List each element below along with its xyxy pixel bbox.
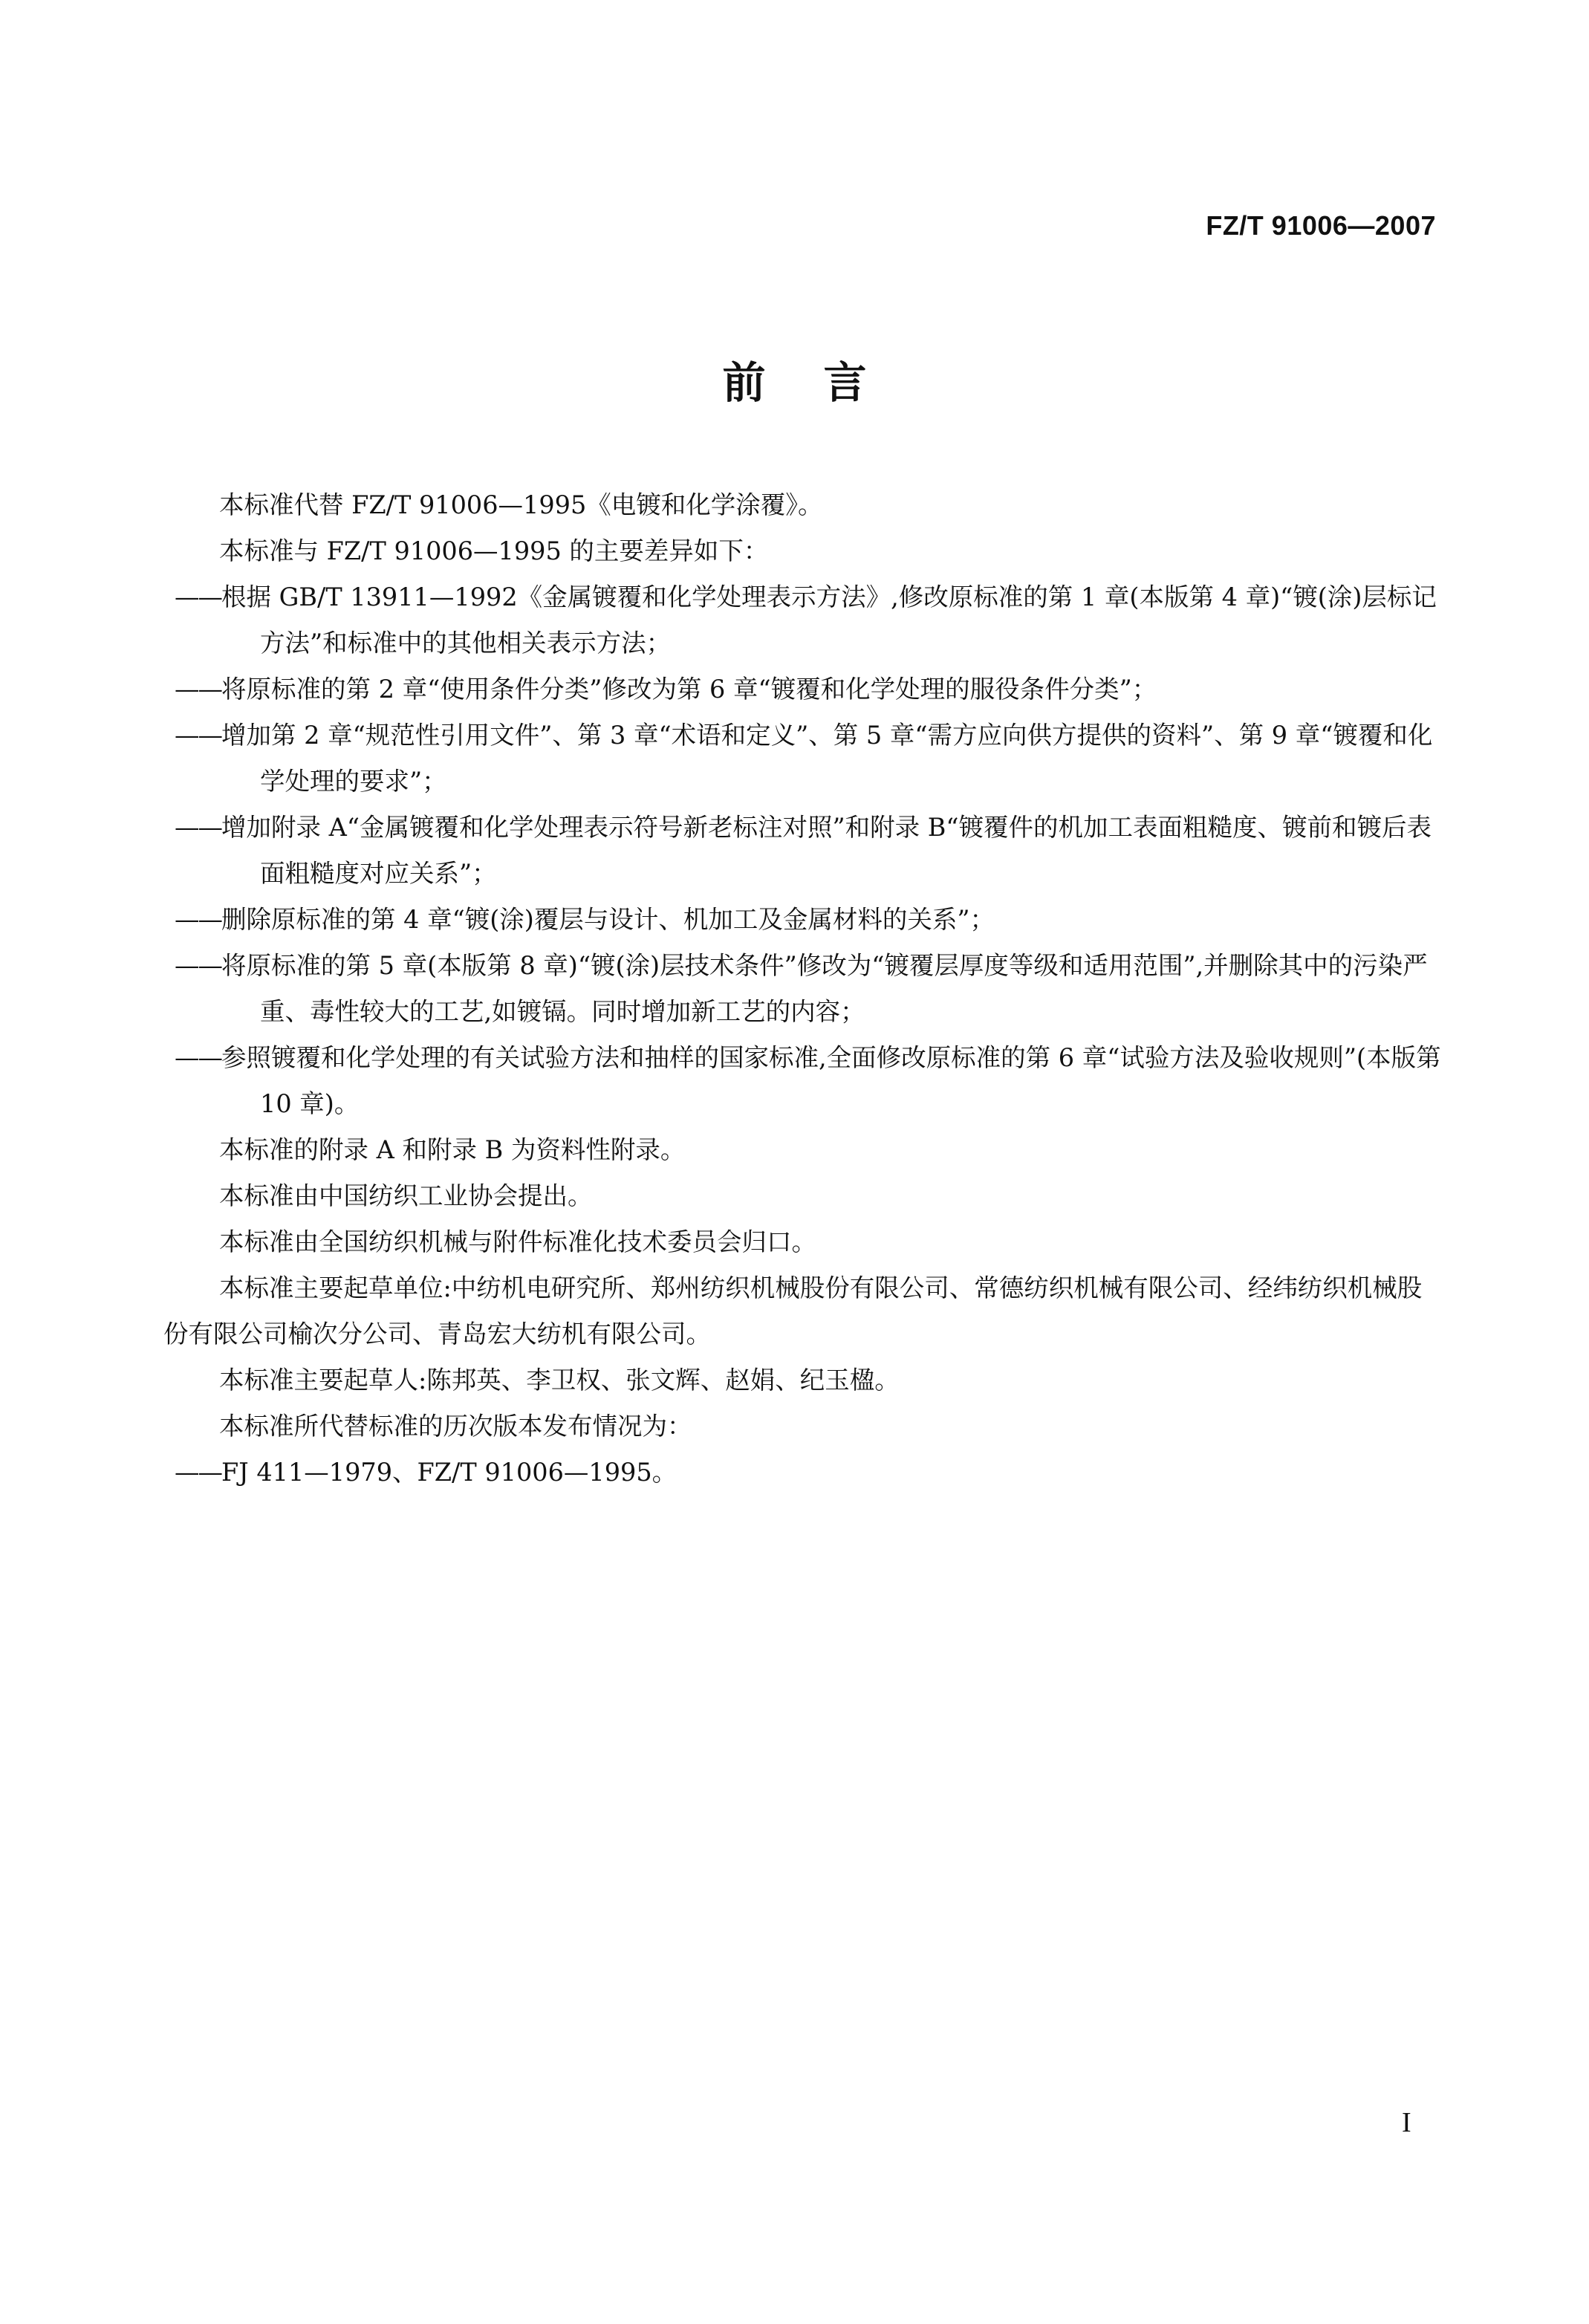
difference-item-text: 增加附录 A“金属镀覆和化学处理表示符号新老标注对照”和附录 B“镀覆件的机加工表面粗糙度、镀前和镀后表面粗糙度对应关系”； <box>221 813 1432 888</box>
history-item-text: FJ 411—1979、FZ/T 91006—1995。 <box>221 1458 677 1487</box>
difference-item-text: 将原标准的第 5 章(本版第 8 章)“镀(涂)层技术条件”修改为“镀覆层厚度等级和适用范围”,并删除其中的污染严重、毒性较大的工艺,如镀镉。同时增加新工艺的内容； <box>221 951 1428 1026</box>
paragraph-annexes: 本标准的附录 A 和附录 B 为资料性附录。 <box>219 1135 686 1164</box>
history-item <box>163 1450 1441 1496</box>
page-title: 前言 <box>722 357 925 408</box>
difference-item <box>163 713 1441 805</box>
difference-item <box>163 897 1441 943</box>
paragraph-drafters: 本标准主要起草人:陈邦英、李卫权、张文辉、赵娟、纪玉楹。 <box>219 1366 900 1395</box>
document-body <box>163 482 1441 1496</box>
dash-marker: —— <box>175 582 221 611</box>
difference-item <box>163 805 1441 897</box>
difference-item-text: 根据 GB/T 13911—1992《金属镀覆和化学处理表示方法》,修改原标准的第 1 章(本版第 4 章)“镀(涂)层标记方法”和标准中的其他相关表示方法； <box>221 582 1437 658</box>
paragraph-drafting-units: 本标准主要起草单位:中纺机电研究所、郑州纺织机械股份有限公司、常德纺织机械有限公司、经纬纺织机械股份有限公司榆次分公司、青岛宏大纺机有限公司。 <box>163 1273 1423 1348</box>
dash-marker: —— <box>175 951 221 980</box>
difference-item <box>163 666 1441 713</box>
paragraph-committee: 本标准由全国纺织机械与附件标准化技术委员会归口。 <box>219 1227 816 1256</box>
difference-item <box>163 574 1441 666</box>
dash-marker: —— <box>175 813 221 842</box>
difference-item-text: 增加第 2 章“规范性引用文件”、第 3 章“术语和定义”、第 5 章“需方应向供方提供的资料”、第 9 章“镀覆和化学处理的要求”； <box>221 721 1433 796</box>
paragraph-replaces: 本标准代替 FZ/T 91006—1995《电镀和化学涂覆》。 <box>219 490 823 519</box>
difference-item-text: 将原标准的第 2 章“使用条件分类”修改为第 6 章“镀覆和化学处理的服役条件分类”； <box>221 675 1157 704</box>
difference-item-text: 删除原标准的第 4 章“镀(涂)覆层与设计、机加工及金属材料的关系”； <box>221 905 995 934</box>
difference-item <box>163 943 1441 1035</box>
dash-marker: —— <box>175 721 221 750</box>
page-number: I <box>1402 2107 1411 2138</box>
difference-item <box>163 1035 1441 1127</box>
dash-marker: —— <box>175 675 221 704</box>
dash-marker: —— <box>175 1043 221 1072</box>
standard-number: FZ/T 91006—2007 <box>1206 210 1436 241</box>
paragraph-history-intro: 本标准所代替标准的历次版本发布情况为： <box>219 1412 692 1441</box>
paragraph-proposer: 本标准由中国纺织工业协会提出。 <box>219 1181 593 1210</box>
difference-item-text: 参照镀覆和化学处理的有关试验方法和抽样的国家标准,全面修改原标准的第 6 章“试验方法及验收规则”(本版第 10 章)。 <box>221 1043 1441 1118</box>
paragraph-differences-intro: 本标准与 FZ/T 91006—1995 的主要差异如下： <box>219 536 769 565</box>
dash-marker: —— <box>175 1458 221 1487</box>
dash-marker: —— <box>175 905 221 934</box>
